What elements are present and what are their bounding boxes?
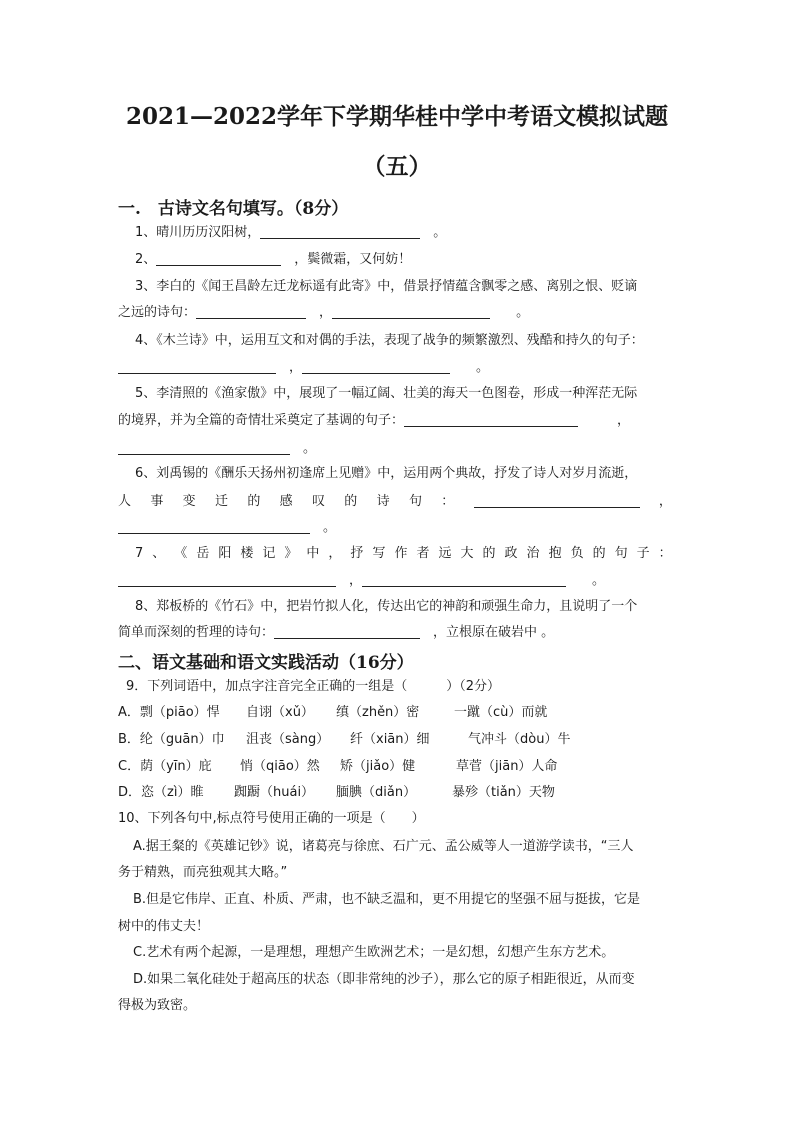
answer-blank[interactable] bbox=[196, 304, 306, 319]
question-1: 1、晴川历历汉阳树， 。 bbox=[135, 225, 447, 240]
answer-blank[interactable] bbox=[118, 440, 290, 455]
answer-blank[interactable] bbox=[302, 359, 450, 374]
question-10-stem: 10、下列各句中,标点符号使用正确的一项是（ ） bbox=[118, 811, 425, 826]
question-9-stem: 9．下列词语中，加点字注音完全正确的一组是（ ）（2分） bbox=[126, 679, 501, 694]
answer-blank[interactable] bbox=[332, 304, 490, 319]
question-4-line2: ， 。 bbox=[118, 359, 489, 377]
question-10-option-c: C.艺术有两个起源，一是理想，理想产生欧洲艺术；一是幻想，幻想产生东方艺术。 bbox=[133, 945, 615, 960]
question-10-option-b-line2: 树中的伟丈夫！ bbox=[118, 919, 210, 934]
answer-blank[interactable] bbox=[404, 412, 578, 427]
answer-blank[interactable] bbox=[474, 493, 640, 508]
answer-blank[interactable] bbox=[118, 359, 276, 374]
question-6-line1: 6、刘禹锡的《酬乐天扬州初逢席上见赠》中，运用两个典故，抒发了诗人对岁月流逝， bbox=[135, 466, 638, 481]
question-10-option-d-line2: 得极为致密。 bbox=[118, 998, 197, 1013]
question-5-line2: 的境界，并为全篇的奇情壮采奠定了基调的句子： ， bbox=[118, 413, 631, 428]
question-5-line3: 。 bbox=[118, 440, 316, 458]
exam-title: 2021—2022学年下学期华桂中学中考语文模拟试题 bbox=[125, 103, 669, 130]
question-4-line1: 4、《木兰诗》中，运用互文和对偶的手法，表现了战争的频繁激烈、残酷和持久的句子： bbox=[135, 333, 644, 348]
question-10-option-a-line1: A.据王粲的《英雄记钞》说，诸葛亮与徐庶、石广元、孟公威等人一道游学读书，“三人 bbox=[133, 839, 634, 854]
answer-blank[interactable] bbox=[274, 624, 420, 639]
answer-blank[interactable] bbox=[260, 224, 420, 239]
section-2-heading: 二、语文基础和语文实践活动（16分） bbox=[118, 653, 414, 673]
question-7-line1: 7 、 《 岳 阳 楼 记 》 中 ， 抒 写 作 者 远 大 的 政 治 抱 负 的 句 子 ： bbox=[135, 546, 672, 561]
answer-blank[interactable] bbox=[362, 572, 566, 587]
question-10-option-d-line1: D.如果二氧化硅处于超高压的状态（即非常纯的沙子），那么它的原子相距很近，从而变 bbox=[133, 972, 635, 987]
question-10-option-a-line2: 务于精熟，而亮独观其大略。” bbox=[118, 865, 288, 880]
question-6-line2: 人 事 变 迁 的 感 叹 的 诗 句 ： ， bbox=[118, 494, 672, 509]
question-6-line3: 。 bbox=[118, 519, 336, 537]
answer-blank[interactable] bbox=[118, 519, 310, 534]
question-8-line1: 8、郑板桥的《竹石》中，把岩竹拟人化，传达出它的神韵和顽强生命力，且说明了一个 bbox=[135, 599, 638, 614]
answer-blank[interactable] bbox=[156, 251, 281, 266]
exam-page: 2021—2022学年下学期华桂中学中考语文模拟试题 （五） 一. 古诗文名句填写。（8分） 1、晴川历历汉阳树， 。 2、 ，鬓微霜，又何妨！ 3、李白的《闻王昌龄左迁龙标遥有此寄》中，借景抒情蕴含飘零之感、离别之恨、贬谪 之远的诗句： ， 。 4、《木兰诗》中，运用互文和对偶的手法，表现了战争的频繁激烈、残酷和持久的句子： ， 。 5、李清照的《渔家傲》中，展现了一幅辽阔、壮美的海天一色图卷，形成一种浑茫无际 的境界，并为全篇的奇情壮采奠定了基调的句子： ， 。 6、刘禹锡的《酬乐天扬州初逢席上见赠》中，运用两个典故，抒发了诗人对岁月流逝， 人 事 变 迁 的 感 叹 的 诗 句 ： ， 。 7 、 《 岳 阳 楼 记 》 中 ， 抒 写 作 者 远 大 的 政 治 抱 负 的 句 子 ： ， 。 8、郑板桥的《竹石》中，把岩竹拟人化，传达出它的神韵和顽强生命力，且说明了一个 简单而深刻的哲理的诗句： ，立根原在破岩中 。 二、语文基础和语文实践活动（16分） 9．下列词语中，加点字注音完全正确的一组是（ ）（2分） A．剽（piāo）悍 自诩（xǔ） 缜（zhěn）密 一蹴（cù）而就 B．纶（guān）巾 沮丧（sàng） 纤（xiān）细 气冲斗（dòu）牛 C．荫（yīn）庇 悄（qiāo）然 矫（jiǎo）健 草菅（jiān）人命 D．恣（zì）睢 踟蹰（huái） 腼腆（diǎn） 暴殄（tiǎn）天物 10、下列各句中,标点符号使用正确的一项是（ ） A.据王粲的《英雄记钞》说，诸葛亮与徐庶、石广元、孟公威等人一道游学读书，“三人 务于精熟，而亮独观其大略。” B.但是它伟岸、正直、朴质、严肃，也不缺乏温和，更不用提它的坚强不屈与挺拔，它是 树中的伟丈夫！ C.艺术有两个起源，一是理想，理想产生欧洲艺术；一是幻想，幻想产生东方艺术。 D.如果二氧化硅处于超高压的状态（即非常纯的沙子），那么它的原子相距很近，从而变 得极为致密。 bbox=[0, 0, 794, 1123]
question-2: 2、 ，鬓微霜，又何妨！ bbox=[135, 252, 412, 267]
question-5-line1: 5、李清照的《渔家傲》中，展现了一幅辽阔、壮美的海天一色图卷，形成一种浑茫无际 bbox=[135, 386, 638, 401]
question-3-line1: 3、李白的《闻王昌龄左迁龙标遥有此寄》中，借景抒情蕴含飘零之感、离别之恨、贬谪 bbox=[135, 279, 638, 294]
question-10-option-b-line1: B.但是它伟岸、正直、朴质、严肃，也不缺乏温和，更不用提它的坚强不屈与挺拔，它是 bbox=[133, 892, 641, 907]
exam-title-number: （五） bbox=[362, 153, 432, 180]
section-1-heading: 一. 古诗文名句填写。（8分） bbox=[118, 199, 349, 219]
question-7-line2: ， 。 bbox=[118, 572, 605, 590]
question-3-line2: 之远的诗句： ， 。 bbox=[118, 305, 530, 320]
question-8-line2: 简单而深刻的哲理的诗句： ，立根原在破岩中 。 bbox=[118, 625, 555, 640]
answer-blank[interactable] bbox=[118, 572, 336, 587]
